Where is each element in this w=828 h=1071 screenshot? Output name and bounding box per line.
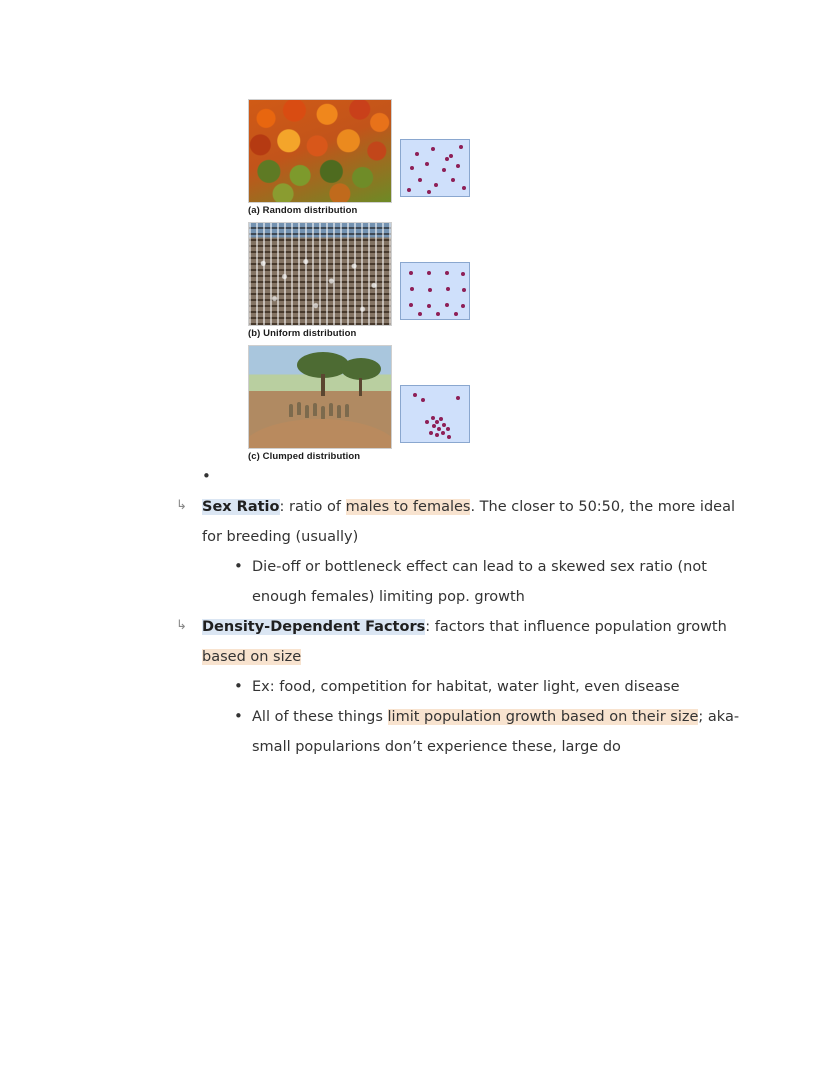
autumn-forest-canopy-photo xyxy=(248,99,392,203)
list-item-density-example xyxy=(226,672,756,702)
figure-caption: (a) Random distribution xyxy=(248,205,358,216)
figure-row-uniform xyxy=(248,222,588,339)
term-sex-ratio: Sex Ratio xyxy=(202,499,280,515)
clumped-distribution-dot-diagram xyxy=(400,385,470,443)
notes-body xyxy=(176,462,756,762)
list-item-sex-ratio xyxy=(176,492,756,552)
term-density-dependent-factors: Density-Dependent Factors xyxy=(202,619,426,635)
meerkats-savanna-photo xyxy=(248,345,392,449)
uniform-distribution-dot-diagram xyxy=(400,262,470,320)
density-sub2-post: ; aka- small popularions don’t experience these, large do xyxy=(252,709,740,755)
sex-ratio-rest: . The closer to 50:50, the more ideal for breeding (usually) xyxy=(202,499,735,545)
density-sub2-highlight: limit population growth based on their size xyxy=(387,709,699,725)
distribution-figure xyxy=(248,99,588,468)
density-after-term: : factors that influence population growth xyxy=(425,619,727,635)
figure-caption: (c) Clumped distribution xyxy=(248,451,361,462)
sex-ratio-after-term: : ratio of xyxy=(279,499,346,515)
list-item-sex-ratio-sub xyxy=(226,552,756,612)
figure-row-clumped xyxy=(248,345,588,462)
list-item-empty xyxy=(194,462,756,492)
figure-row-random xyxy=(248,99,588,216)
sex-ratio-highlight: males to females xyxy=(345,499,471,515)
figure-caption: (b) Uniform distribution xyxy=(248,328,357,339)
density-sub1-text: Ex: food, competition for habitat, water light, even disease xyxy=(252,679,680,695)
density-highlight: based on size xyxy=(202,649,302,665)
density-sub2-pre: All of these things xyxy=(252,709,388,725)
sex-ratio-sub-text: Die-off or bottleneck effect can lead to a skewed sex ratio (not enough females) limiting pop. growth xyxy=(252,559,707,605)
bird-colony-photo xyxy=(248,222,392,326)
random-distribution-dot-diagram xyxy=(400,139,470,197)
list-item-density-dependent xyxy=(176,612,756,672)
list-item-density-summary xyxy=(226,702,756,762)
